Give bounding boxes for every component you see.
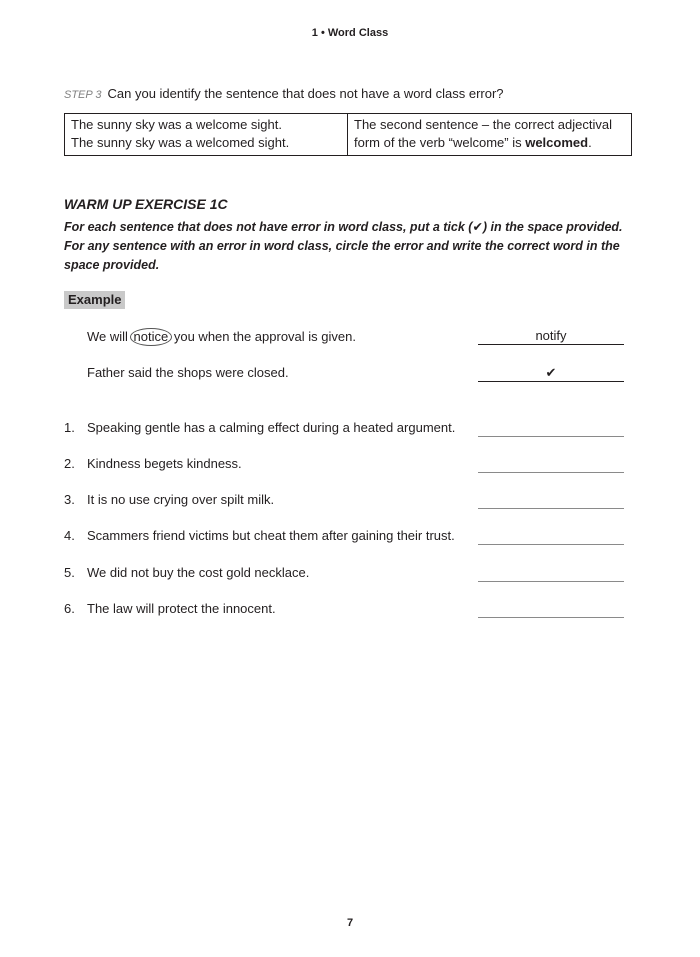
answer-blank-5[interactable] — [478, 565, 624, 582]
question-row-4 — [64, 528, 624, 548]
question-row-2 — [64, 456, 624, 476]
example-sentence-2: Father said the shops were closed. — [87, 365, 289, 380]
table-row — [65, 114, 632, 156]
explanation-period: . — [588, 135, 592, 150]
running-head: 1 • Word Class — [311, 27, 389, 39]
question-number: 4. — [64, 528, 75, 543]
example-text-before: We will — [87, 329, 132, 344]
explanation-cell — [348, 114, 632, 156]
question-number: 6. — [64, 601, 75, 616]
answer-line: notify — [478, 328, 624, 345]
answer-blank-4[interactable] — [478, 528, 624, 545]
question-number: 5. — [64, 565, 75, 580]
explanation-line-2 — [354, 134, 625, 152]
question-text: The law will protect the innocent. — [87, 601, 276, 616]
step-question: Can you identify the sentence that does not have a word class error? — [107, 86, 504, 101]
sentence-1: The sunny sky was a welcome sight. — [71, 117, 282, 132]
answer-blank-1[interactable] — [478, 420, 624, 437]
instruction-1: For each sentence that does not have error in word class, put a tick (✔) in the space provided. — [64, 220, 623, 234]
answer-blank-2[interactable] — [478, 456, 624, 473]
answer-blank-6[interactable] — [478, 601, 624, 618]
explanation-text: form of the verb “welcome” is — [354, 135, 526, 150]
example-row-1 — [64, 328, 624, 348]
question-text: Kindness begets kindness. — [87, 456, 242, 471]
question-number: 1. — [64, 420, 75, 435]
step-label: STEP 3 — [64, 89, 102, 101]
example-text-after: you when the approval is given. — [170, 329, 356, 344]
question-number: 3. — [64, 492, 75, 507]
question-text: Scammers friend victims but cheat them after gaining their trust. — [87, 528, 455, 543]
answer-blank-3[interactable] — [478, 492, 624, 509]
step3-question-line — [64, 86, 504, 101]
exercise-title: WARM UP EXERCISE 1C — [64, 196, 228, 212]
example-label: Example — [64, 291, 125, 309]
explanation-line-1: The second sentence – the correct adjectival — [354, 117, 612, 132]
example-row-2 — [64, 365, 624, 385]
tick-answer: ✔ — [478, 365, 624, 382]
question-number: 2. — [64, 456, 75, 471]
sentence-2: The sunny sky was a welcomed sight. — [71, 135, 290, 150]
question-row-5 — [64, 565, 624, 585]
explanation-bold-word: welcomed — [525, 135, 589, 150]
circled-error-word: notice — [130, 328, 173, 346]
question-text: It is no use crying over spilt milk. — [87, 492, 275, 507]
instruction-2: For any sentence with an error in word class, circle the error and write the correct word in the space provided. — [64, 239, 620, 272]
question-row-1 — [64, 420, 624, 440]
sentence-cell — [65, 114, 348, 156]
question-text: Speaking gentle has a calming effect during a heated argument. — [87, 420, 456, 435]
step3-table — [64, 113, 632, 156]
question-text: We did not buy the cost gold necklace. — [87, 565, 310, 580]
exercise-instructions — [64, 218, 624, 275]
page-number: 7 — [346, 917, 354, 929]
question-row-6 — [64, 601, 624, 621]
question-row-3 — [64, 492, 624, 512]
example-sentence-1 — [87, 328, 356, 346]
